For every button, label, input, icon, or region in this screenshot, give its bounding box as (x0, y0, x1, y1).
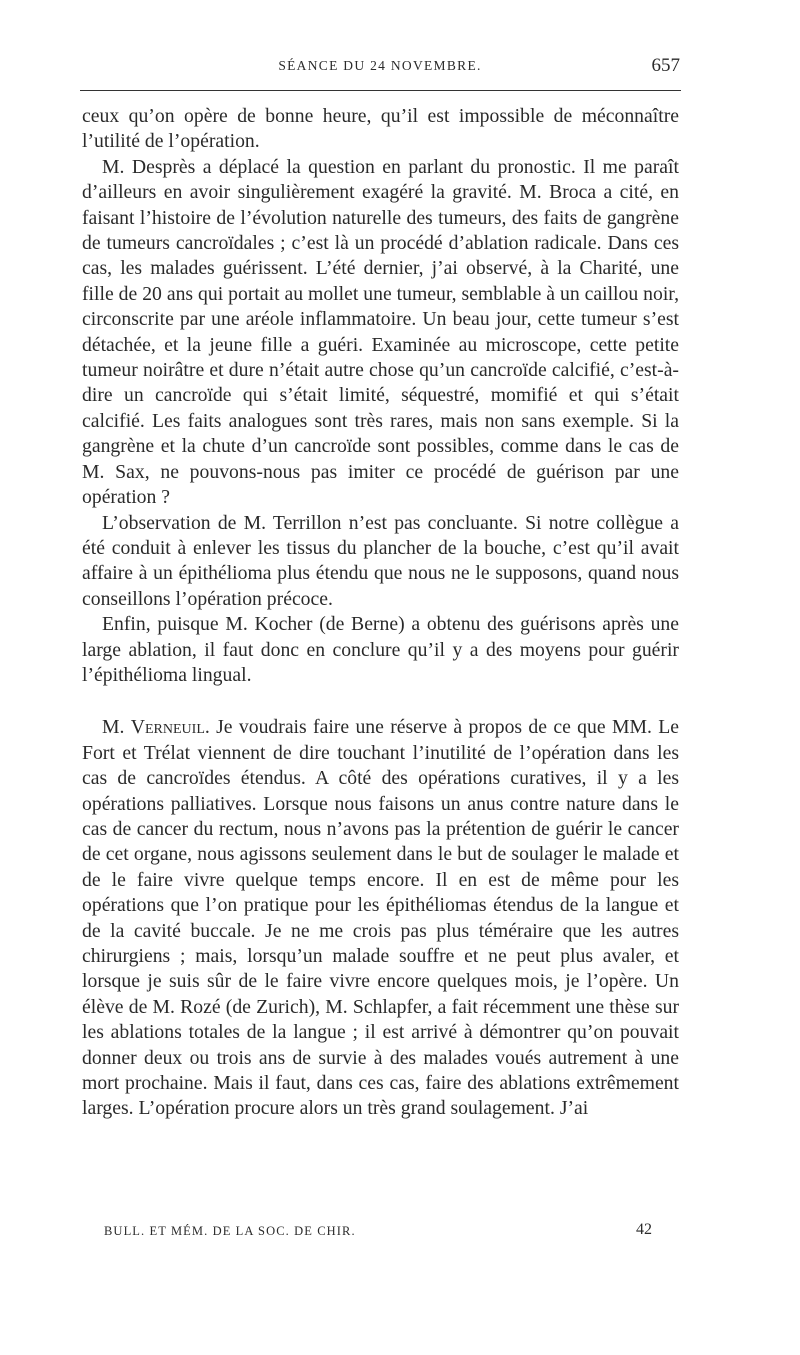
header-rule (80, 90, 681, 91)
running-head (80, 55, 680, 82)
speaker-prefix: M. (102, 716, 131, 739)
paragraph-terrillon: L’observation de M. Terrillon n’est pas concluante. Si notre collègue a été conduit à enlever les tissus du plancher de la bouche, c’est qu’il avait affaire à un épithélioma plus étendu que nous ne le supposons, quand nous conseillons l’opération précoce. (82, 511, 679, 610)
paragraph-kocher: Enfin, puisque M. Kocher (de Berne) a obtenu des guérisons après une large ablation, il faut donc en conclure qu’il y a des moyens pour guérir l’épithélioma lingual. (82, 613, 679, 686)
page-number: 657 (651, 55, 680, 76)
speaker-name: Verneuil. (130, 716, 210, 739)
page-footer (104, 1221, 652, 1246)
footer-sheet-number: 42 (636, 1221, 652, 1238)
body-text (82, 104, 679, 1122)
paragraph-pronostic: M. Desprès a déplacé la question en parlant du pronostic. Il me paraît d’ailleurs en avoir singulièrement exagéré la gravité. M. Broca a cité, en faisant l’histoire de l’évolution naturelle des tumeurs, des faits de gangrène de tumeurs cancroïdales ; c’est là un procédé d’ablation radicale. Dans ces cas, les malades guérissent. L’été dernier, j’ai observé, à la Charité, une fille de 20 ans qui portait au mollet une tumeur, semblable à un caillou noir, circonscrite par une aréole inflammatoire. Un beau jour, cette tumeur s’est détachée, et la jeune fille a guéri. Examinée au microscope, cette petite tumeur noirâtre et dure n’était autre chose qu’un cancroïde calcifié, c’est-à-dire un cancroïde qui s’était limité, séquestré, momifié et qui s’était calcifié. Les faits analogues sont très rares, mais non sans exemple. Si la gangrène et la chute d’un cancroïde sont possibles, comme dans le cas de M. Sax, ne pouvons-nous pas imiter ce procédé de guérison par une opération ? (82, 155, 679, 509)
paragraph-verneuil (82, 715, 679, 1122)
running-title: SÉANCE DU 24 NOVEMBRE. (278, 58, 482, 73)
verneuil-text: Je voudrais faire une réserve à propos de ce que MM. Le Fort et Trélat viennent de dire touchant l’inutilité de l’opération dans les cas de cancroïdes étendus. A côté des opérations curatives, il y a les opérations palliatives. Lorsque nous faisons un anus contre nature dans le cas de cancer du rectum, nous n’avons pas la prétention de guérir le cancer de cet organe, nous agissons seulement dans le but de soulager le malade et de le faire vivre quelque temps encore. Il en est de même pour les opérations que l’on pratique pour les épithéliomas étendus de la langue et de la cavité buccale. Je ne me crois pas plus téméraire que les autres chirurgiens ; mais, lorsqu’un malade souffre et ne peut plus avaler, et lorsque je suis sûr de le faire vivre encore quelques mois, je l’opère. Un élève de M. Rozé (de Zurich), M. Schlapfer, a fait récemment une thèse sur les ablations totales de la langue ; il est arrivé à démontrer qu’on pouvait donner deux ou trois ans de survie à des malades voués autrement à une mort prochaine. Mais il faut, dans ces cas, faire des ablations extrêmement larges. L’opération procure alors un très grand soulagement. J’ai (82, 716, 679, 1120)
paragraph-continuation: ceux qu’on opère de bonne heure, qu’il est impossible de méconnaître l’utilité de l’opération. (82, 105, 679, 153)
footer-signature: BULL. ET MÉM. DE LA SOC. DE CHIR. (104, 1224, 356, 1238)
